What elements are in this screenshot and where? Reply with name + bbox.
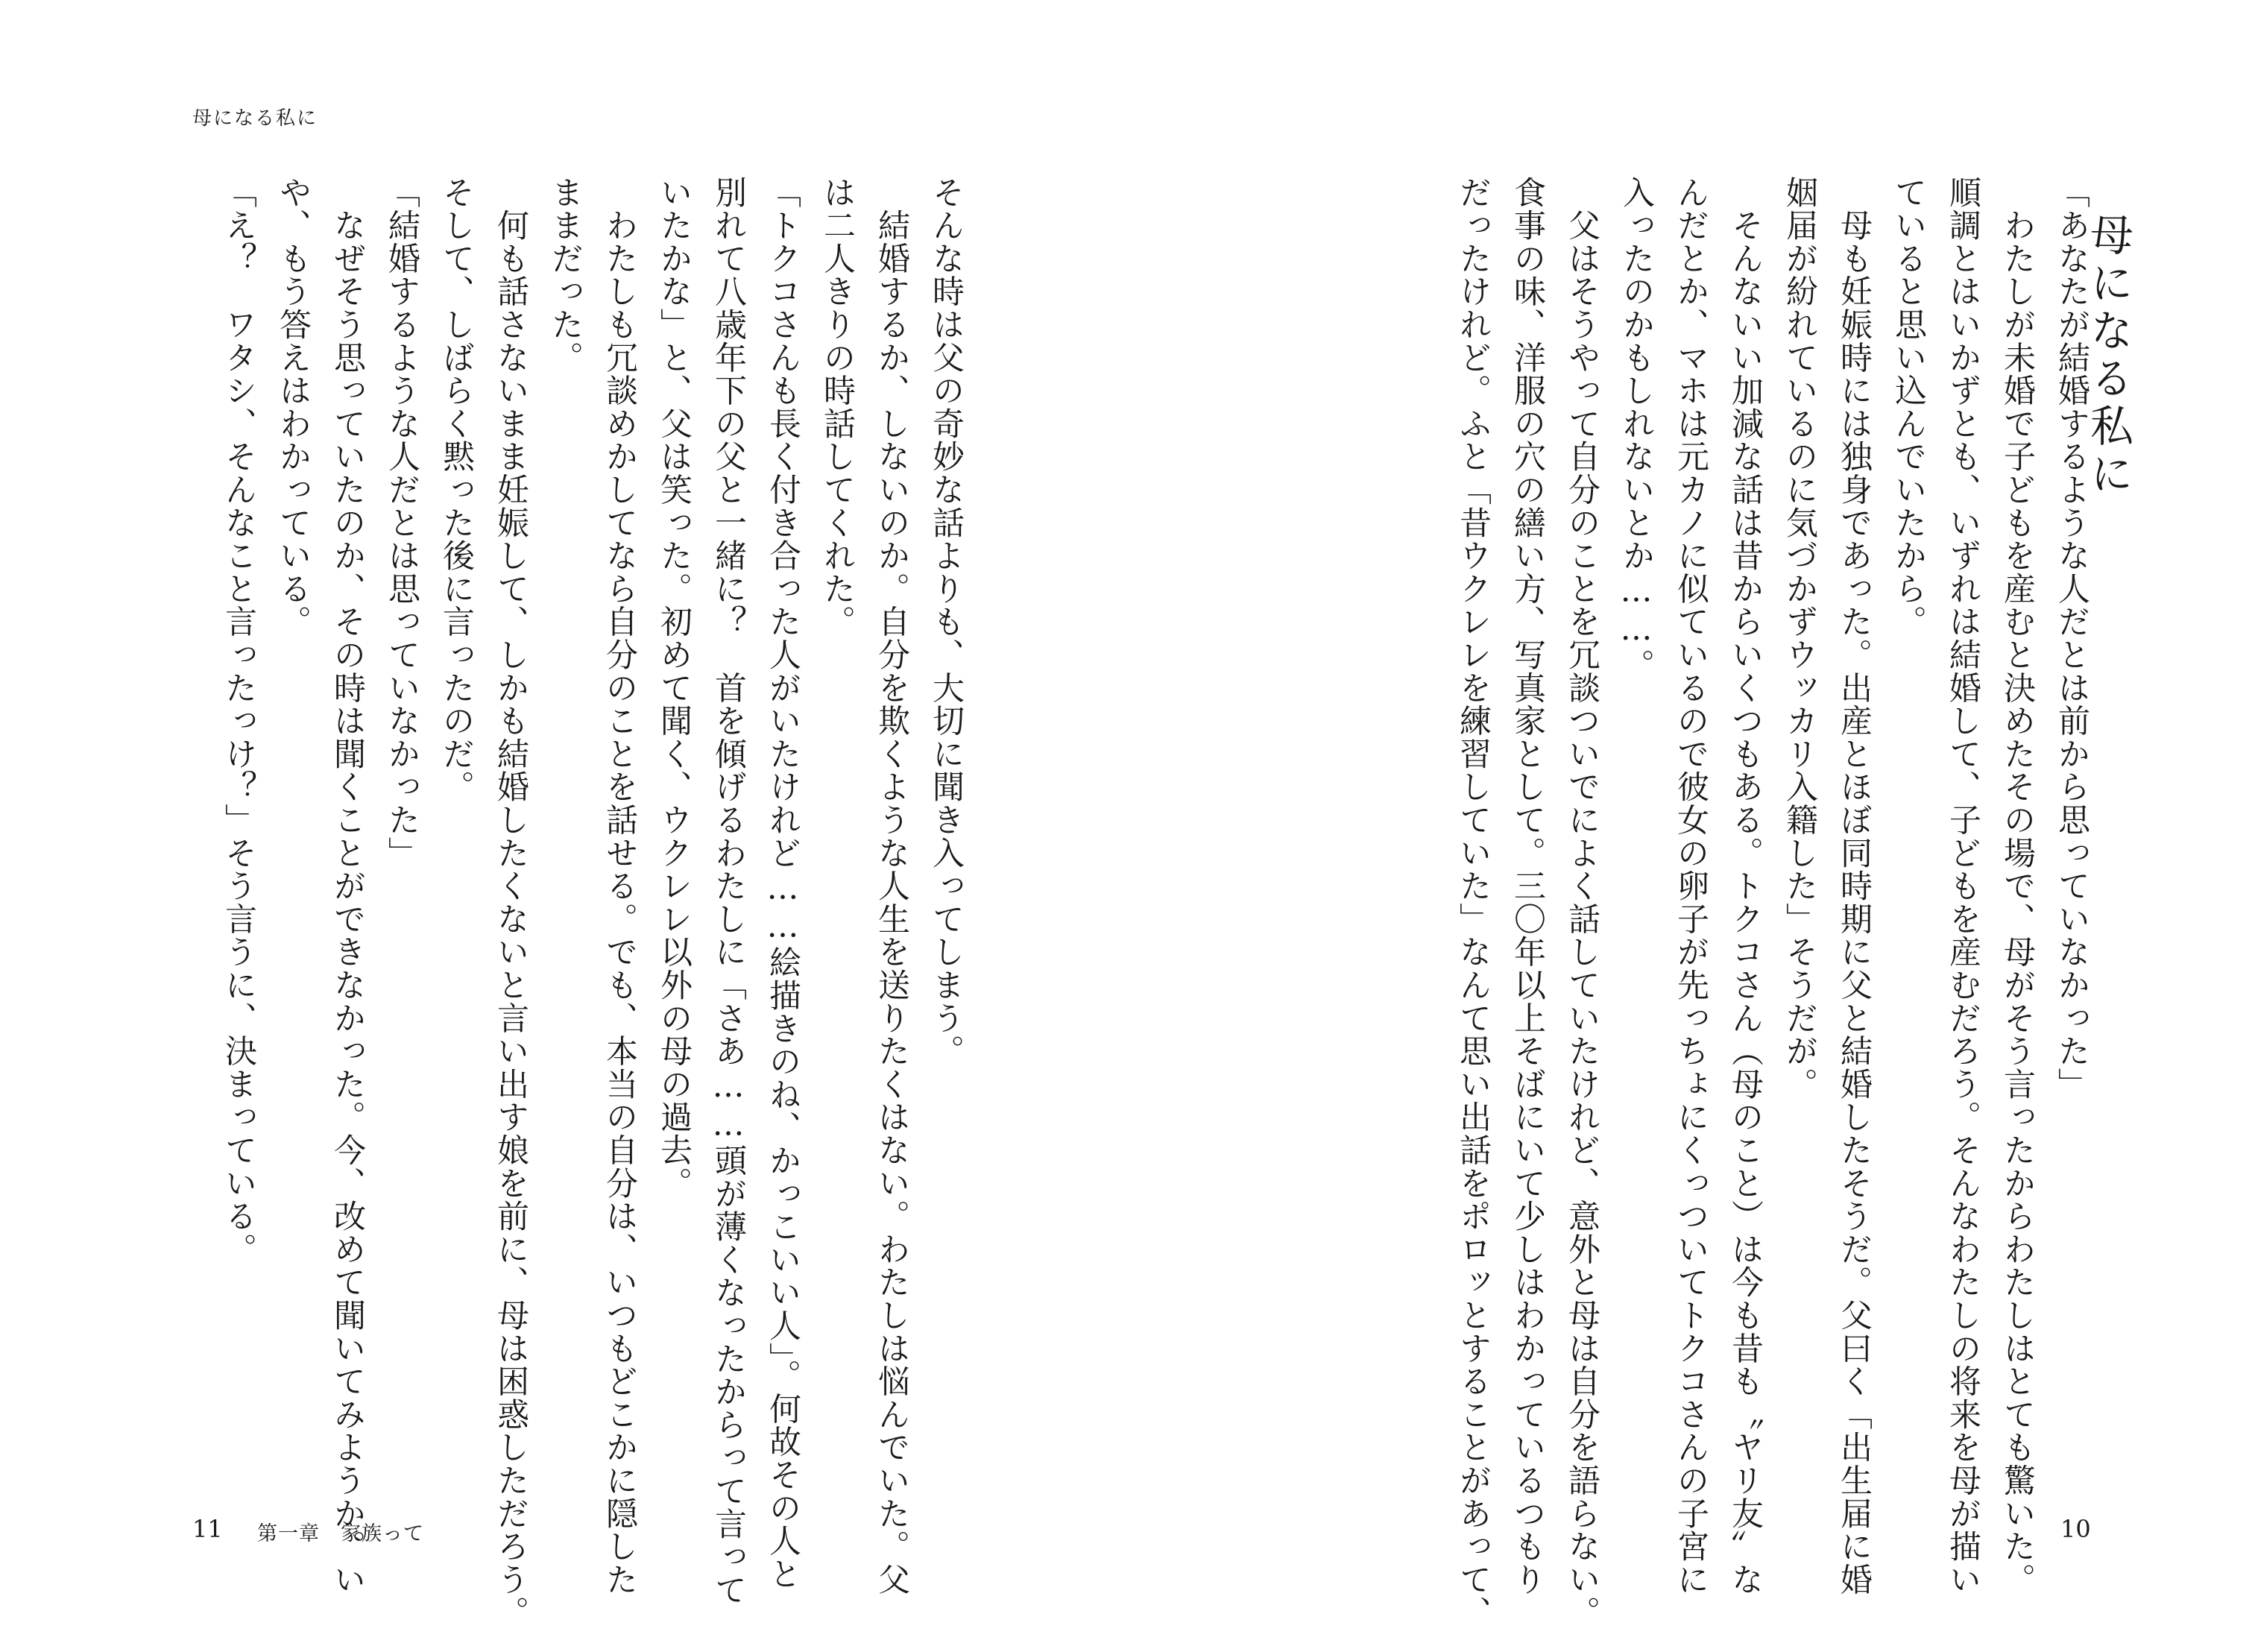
text-line: 姻届が紛れているのに気づかずウッカリ入籍した」そうだが。: [1781, 176, 1818, 1101]
text-line: わたしも冗談めかしてなら自分のことを話せる。でも、本当の自分は、いつもどこかに隠した: [601, 176, 638, 1596]
left-page: [0, 0, 1127, 1652]
text-line: ていると思い込んでいたから。: [1890, 176, 1927, 639]
text-line: だったけれど。ふと「昔ウクレレを練習していた」なんて思い出話をポロッとすることがあって、: [1454, 176, 1492, 1630]
text-line: 結婚するか、しないのか。自分を欺くような人生を送りたくはない。わたしは悩んでいた。父: [873, 176, 910, 1596]
text-line: 入ったのかもしれないとか……。: [1618, 176, 1655, 682]
text-line: わたしが未婚で子どもを産むと決めたその場で、母がそう言ったからわたしはとても驚いた。: [1999, 176, 2036, 1596]
text-line: そんな時は父の奇妙な話よりも、大切に聞き入ってしまう。: [927, 176, 965, 1068]
right-page: [1127, 0, 2254, 1652]
text-line: そんないい加減な話は昔からいくつもある。トクコさん（母のこと）は今も昔も〝ヤリ友〟な: [1726, 176, 1764, 1596]
text-line: 食事の味、洋服の穴の繕い方、写真家として。三〇年以上そばにいて少しはわかっているつもり: [1509, 176, 1546, 1596]
text-line: 何も話さないまま妊娠して、しかも結婚したくないと言い出す娘を前に、母は困惑しただろう。: [492, 176, 529, 1630]
text-line: や、もう答えはわかっている。: [274, 176, 312, 639]
text-line: んだとか、マホは元カノに似ているので彼女の卵子が先っちょにくっついてトクコさんの子宮に: [1672, 176, 1709, 1596]
page-number-right: 10: [2060, 1515, 2091, 1543]
text-line: 順調とはいかずとも、いずれは結婚して、子どもを産むだろう。そんなわたしの将来を母が描い: [1944, 176, 1981, 1596]
text-line: 母も妊娠時には独身であった。出産とほぼ同時期に父と結婚したそうだ。父曰く「出生届に婚: [1835, 176, 1873, 1596]
text-line: いたかな」と、父は笑った。初めて聞く、ウクレレ以外の母の過去。: [655, 176, 693, 1200]
text-line: ままだった。: [546, 176, 584, 374]
text-line: 「あなたが結婚するような人だとは前から思っていなかった」: [2053, 176, 2090, 1101]
text-line: 父はそうやって自分のことを冗談ついでによく話していたけれど、意外と母は自分を語らない。: [1563, 176, 1600, 1630]
chapter-footer: 第一章 家族って: [257, 1522, 424, 1545]
text-line: 「え？ ワタシ、そんなこと言ったっけ？」そう言うに、決まっている。: [220, 176, 257, 1266]
text-line: 「結婚するような人だとは思っていなかった」: [383, 176, 420, 870]
text-line: なぜそう思っていたのか、その時は聞くことができなかった。今、改めて聞いてみようか。い: [329, 176, 366, 1596]
text-line: は二人きりの時話してくれた。: [819, 176, 856, 639]
page-number-left: 11: [192, 1515, 223, 1543]
text-line: そして、しばらく黙った後に言ったのだ。: [438, 176, 475, 804]
text-line: 別れて八歳年下の父と一緒に？ 首を傾げるわたしに「さあ……頭が薄くなったからって言って: [710, 176, 747, 1607]
running-head: 母になる私に: [192, 107, 318, 130]
chapter-title: 母になる私に: [2083, 212, 2133, 499]
text-line: 「トクコさんも長く付き合った人がいたけれど……絵描きのね、かっこいい人」。何故その人と: [764, 176, 801, 1591]
